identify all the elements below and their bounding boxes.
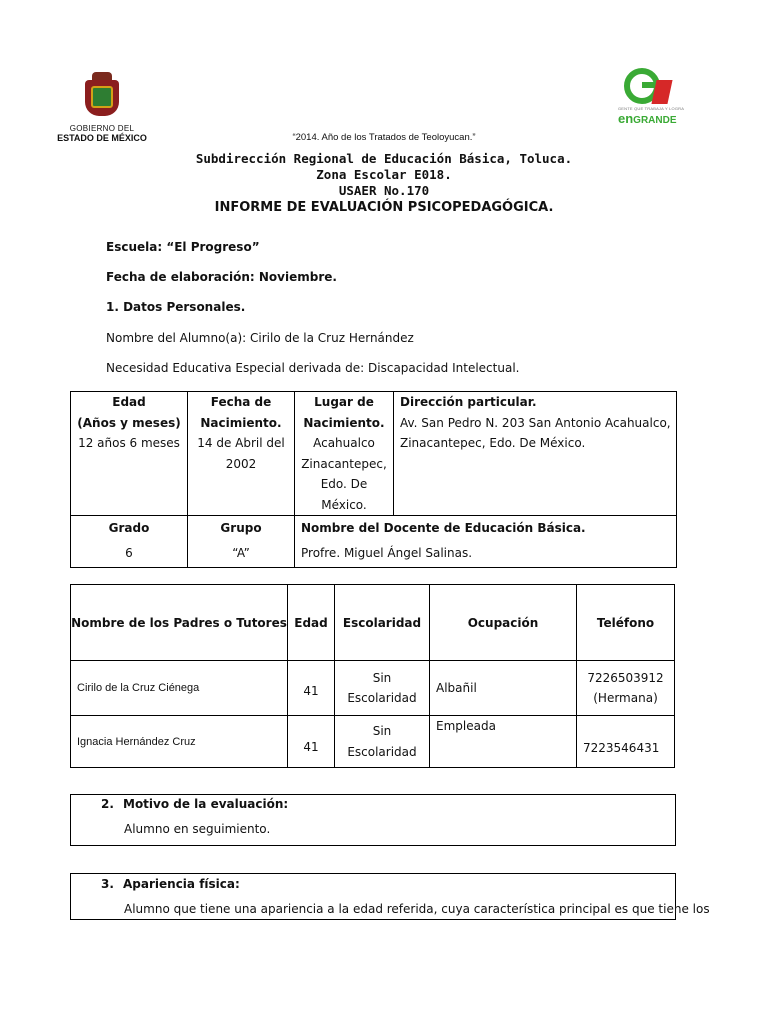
- place-value-4: México.: [321, 497, 367, 512]
- special-need: Necesidad Educativa Especial derivada de: Discapacidad Intelectual.: [106, 361, 520, 375]
- address-line-1: Av. San Pedro N. 203 San Antonio Acahualco,: [400, 415, 671, 430]
- table-row: [71, 716, 675, 768]
- col-header-schooling: Escolaridad: [335, 585, 430, 661]
- table-row: [71, 392, 677, 516]
- logo-line-1: GOBIERNO DEL: [69, 124, 135, 133]
- grade-header: Grado: [108, 521, 150, 535]
- parent-phone: 7226503912 (Hermana): [577, 661, 675, 716]
- parent-schooling: Sin Escolaridad: [335, 716, 430, 768]
- group-header: Grupo: [220, 521, 262, 535]
- age-cell: [71, 392, 188, 516]
- section-3-box: [70, 873, 710, 920]
- teacher-header: Nombre del Docente de Educación Básica.: [301, 521, 586, 535]
- teacher-cell: [295, 516, 677, 568]
- table-row: [71, 516, 677, 568]
- section-2-box: [70, 794, 676, 846]
- age-value: 12 años 6 meses: [78, 436, 180, 450]
- header-zona: Zona Escolar E018.: [316, 167, 452, 182]
- birthplace-cell: [295, 392, 394, 516]
- place-header-1: Lugar de: [314, 395, 374, 409]
- header-usaer: USAER No.170: [338, 183, 430, 198]
- col-header-age: Edad: [288, 585, 335, 661]
- logo-wordmark: enGRANDE: [618, 111, 677, 126]
- parent-age: 41: [288, 661, 335, 716]
- logo-line-2: ESTADO DE MÉXICO: [57, 133, 147, 143]
- place-value-2: Zinacantepec,: [301, 456, 387, 471]
- parent-name: Ignacia Hernández Cruz: [71, 716, 288, 768]
- parent-name: Cirilo de la Cruz Ciénega: [71, 661, 288, 716]
- parent-occupation: Empleada: [430, 716, 577, 768]
- birth-cell: [188, 392, 295, 516]
- parent-age: 41: [288, 716, 335, 768]
- parents-table: [70, 584, 675, 768]
- col-header-occupation: Ocupación: [430, 585, 577, 661]
- grade-value: 6: [125, 545, 133, 560]
- address-cell: [394, 392, 677, 516]
- birth-header-2: Nacimiento.: [200, 415, 282, 430]
- document-title: INFORME DE EVALUACIÓN PSICOPEDAGÓGICA.: [214, 200, 554, 215]
- year-motto: “2014. Año de los Tratados de Teoloyucan.”: [292, 132, 476, 143]
- section-3-text: Alumno que tiene una apariencia a la edad referida, cuya característica principal es que tiene los: [124, 902, 710, 916]
- age-subheader: (Años y meses): [77, 415, 181, 430]
- section-3-title: 3. Apariencia física:: [101, 877, 240, 891]
- col-header-phone: Teléfono: [577, 585, 675, 661]
- personal-data-table: [70, 391, 677, 568]
- birth-value-1: 14 de Abril del: [197, 436, 285, 450]
- school-line: Escuela: “El Progreso”: [106, 240, 260, 254]
- engrande-logo: [618, 68, 688, 126]
- table-row: [71, 661, 675, 716]
- parent-occupation: Albañil: [430, 661, 577, 716]
- teacher-value: Profre. Miguel Ángel Salinas.: [301, 545, 473, 560]
- header-subdireccion: Subdirección Regional de Educación Básica, Toluca.: [195, 151, 573, 166]
- section-1-heading: 1. Datos Personales.: [106, 300, 246, 314]
- student-name: Nombre del Alumno(a): Cirilo de la Cruz Hernández: [106, 331, 414, 345]
- place-header-2: Nacimiento.: [303, 415, 385, 430]
- parent-schooling: Sin Escolaridad: [335, 661, 430, 716]
- section-2-text: Alumno en seguimiento.: [124, 822, 271, 836]
- section-2-title: 2. Motivo de la evaluación:: [101, 797, 289, 811]
- address-line-2: Zinacantepec, Edo. De México.: [400, 436, 586, 450]
- parent-phone: 7223546431: [577, 716, 675, 768]
- birth-value-2: 2002: [225, 456, 257, 471]
- coat-of-arms-icon: [79, 72, 125, 118]
- logo-tagline: GENTE QUE TRABAJA Y LOGRA: [618, 106, 685, 111]
- grade-cell: [71, 516, 188, 568]
- place-value-1: Acahualco: [313, 436, 375, 450]
- group-cell: [188, 516, 295, 568]
- group-value: “A”: [232, 545, 250, 560]
- col-header-name: Nombre de los Padres o Tutores: [71, 585, 288, 661]
- age-header: Edad: [112, 395, 146, 409]
- table-header-row: [71, 585, 675, 661]
- place-value-3: Edo. De: [320, 477, 368, 491]
- date-line: Fecha de elaboración: Noviembre.: [106, 270, 337, 284]
- birth-header-1: Fecha de: [210, 395, 272, 409]
- address-header: Dirección particular.: [400, 395, 537, 409]
